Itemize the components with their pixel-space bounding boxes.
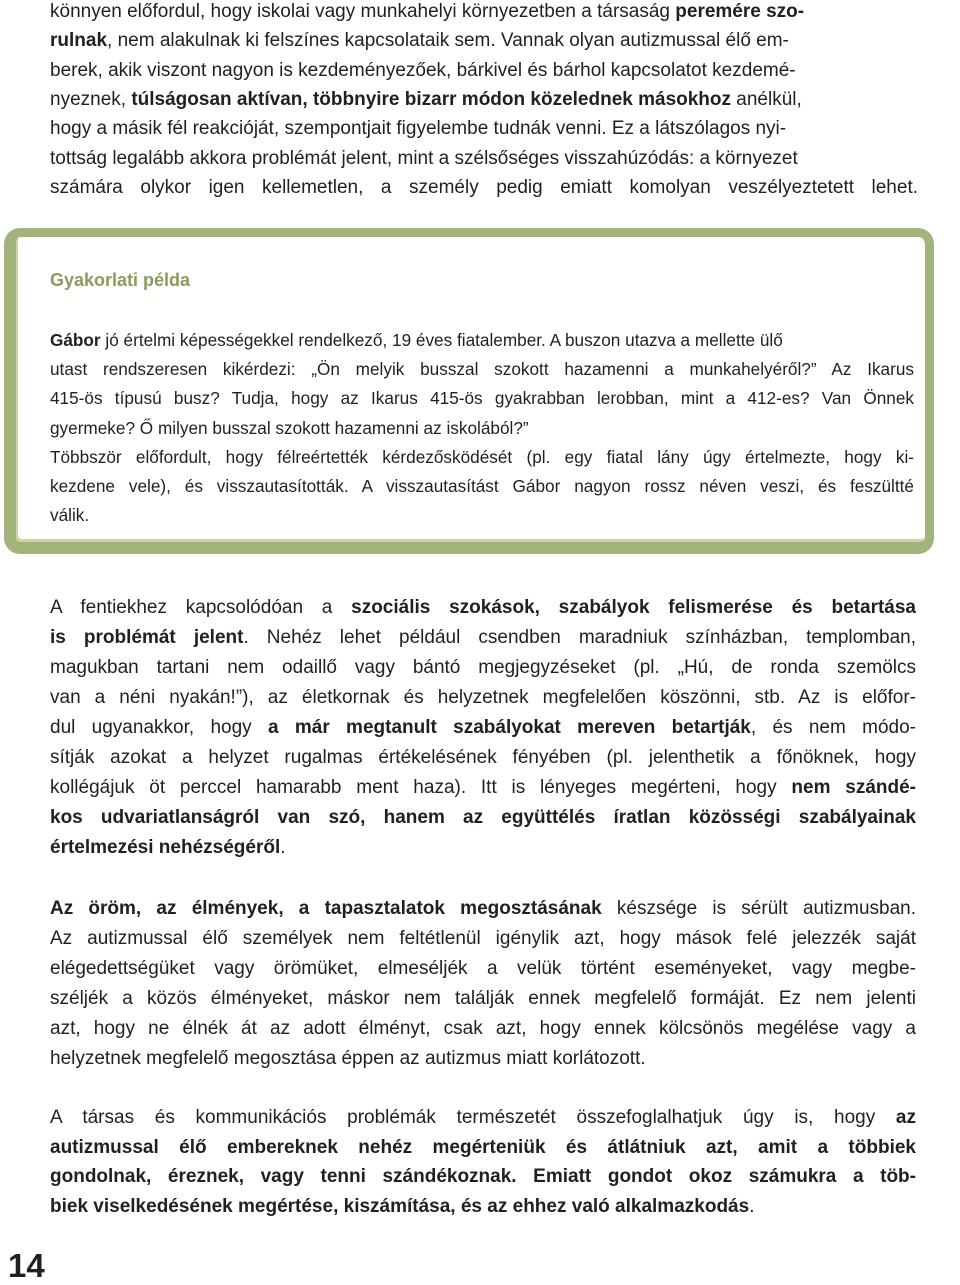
text-run: Többször előfordult, hogy félreértették kérdezősködését (pl. egy fiatal lány úgy értelmezte, hogy ki- — [50, 446, 914, 467]
text-run: . Nehéz lehet például csendben maradniuk színházban, templomban, — [243, 627, 916, 648]
text-run: elégedettségüket vagy örömüket, elmeséljék a velük történt eseményeket, vagy megbe- — [50, 958, 916, 979]
text-run: , és nem módo- — [750, 717, 916, 738]
text-line — [50, 358, 914, 380]
text-run: válik. — [50, 505, 90, 526]
text-line — [50, 746, 916, 770]
text-run: A fentiekhez kapcsolódóan a — [50, 597, 352, 618]
bold-text-run: nem szándé- — [791, 777, 916, 798]
text-run: . — [749, 1196, 755, 1218]
text-run: hogy a másik fél reakcióját, szempontjait figyelembe tudnák venni. Ez a látszólagos nyi- — [50, 118, 787, 140]
text-line — [50, 29, 918, 53]
text-line — [50, 475, 914, 497]
text-run: van a néni nyakán!”), az életkornak és helyzetnek megfelelően köszönni, stb. Az is előfor- — [50, 687, 916, 708]
text-line — [50, 927, 916, 951]
bold-text-run: biek viselkedésének megértése, kiszámítása, és az ehhez való alkalmazkodás — [50, 1196, 750, 1218]
text-line — [50, 1165, 916, 1189]
text-run: . — [280, 837, 286, 858]
bold-text-run: Az öröm, az élmények, a tapasztalatok megosztásának — [50, 898, 602, 919]
text-run: nyeznek, — [50, 88, 132, 110]
text-run: jó értelmi képességekkel rendelkező, 19 éves fiatalember. A buszon utazva a mellette ülő — [100, 330, 783, 350]
bold-text-run: is problémát jelent — [50, 627, 244, 648]
page-number: 14 — [8, 1247, 45, 1284]
text-run: tottság legalább akkora problémát jelent, mint a szélsőséges visszahúzódás: a környezet — [50, 147, 798, 169]
text-line — [50, 897, 916, 921]
text-line — [50, 88, 918, 112]
text-line — [50, 504, 914, 526]
text-line — [50, 1047, 916, 1071]
text-line — [50, 329, 914, 351]
bold-text-run: értelmezési nehézségéről — [50, 837, 281, 858]
text-run: helyzetnek megfelelő megosztása éppen az autizmus miatt korlátozott. — [50, 1048, 646, 1069]
text-run: utast rendszeresen kikérdezi: „Ön melyik busszal szokott hazamenni a munkahelyéről?” Az Ikarus — [50, 359, 914, 380]
text-line — [50, 716, 916, 740]
text-run: berek, akik viszont nagyon is kezdeményezőek, bárkivel és bárhol kapcsolatot kezdemé- — [50, 59, 796, 81]
text-run: sítják azokat a helyzet rugalmas értékelésének fényében (pl. jelenthetik a főnöknek, hogy — [50, 747, 916, 768]
text-run: készsége is sérült autizmusban. — [601, 898, 916, 919]
text-line — [50, 656, 916, 680]
text-run: azt, hogy ne élnék át az adott élményt, csak azt, hogy ennek kölcsönös megélése vagy a — [50, 1018, 916, 1039]
bold-text-run: autizmussal élő embereknek nehéz megérteniük és átlátniuk azt, amit a többiek — [50, 1136, 916, 1158]
text-run: magukban tartani nem odaillő vagy bántó megjegyzéseket (pl. „Hú, de ronda szemölcs — [50, 657, 916, 678]
text-line — [50, 176, 918, 200]
text-run: széljék a közös élményeket, máskor nem találják ennek megfelelő formáját. Ez nem jelenti — [50, 988, 916, 1009]
text-line — [50, 806, 916, 830]
text-line — [50, 987, 916, 1011]
bold-text-run: a már megtanult szabályokat mereven betartják — [267, 717, 751, 738]
bold-text-run: kos udvariatlanságról van szó, hanem az együttélés íratlan közösségi szabályainak — [50, 807, 916, 828]
text-line — [50, 59, 918, 83]
text-run: kezdene vele), és visszautasították. A visszautasítást Gábor nagyon rossz néven veszi, és feszültté — [50, 476, 914, 496]
text-run: gyermeke? Ő milyen busszal szokott hazamenni az iskolából?” — [50, 417, 529, 438]
text-line — [50, 596, 916, 620]
bold-text-run: túlságosan aktívan, többnyire bizarr módon közelednek másokhoz — [131, 88, 732, 110]
text-run: A társas és kommunikációs problémák természetét összefoglalhatjuk úgy is, hogy — [50, 1107, 896, 1128]
text-run: dul ugyanakkor, hogy — [50, 717, 268, 738]
practical-example-title: Gyakorlati példa — [50, 270, 191, 290]
text-line — [50, 626, 916, 650]
bold-text-run: Gábor — [50, 330, 101, 350]
text-line — [50, 387, 914, 409]
text-run: könnyen előfordul, hogy iskolai vagy munkahelyi környezetben a társaság — [50, 1, 676, 22]
text-run: , nem alakulnak ki felszínes kapcsolataik sem. Vannak olyan autizmussal élő em- — [107, 30, 789, 52]
text-line — [50, 1017, 916, 1041]
text-run: Az autizmussal élő személyek nem feltétlenül igénylik azt, hogy mások felé jelezzék saját — [50, 928, 916, 949]
text-line — [50, 776, 916, 800]
text-line — [50, 417, 914, 439]
text-run: 415-ös típusú busz? Tudja, hogy az Ikarus 415-ös gyakrabban lerobban, mint a 412-es? Van Önnek — [50, 388, 914, 409]
text-line — [50, 0, 918, 24]
bold-text-run: szociális szokások, szabályok felismerése és betartása — [351, 597, 916, 618]
text-line — [50, 1136, 916, 1160]
bold-text-run: az — [895, 1107, 916, 1128]
text-line — [50, 147, 918, 171]
text-line — [50, 1195, 916, 1219]
text-line — [50, 117, 918, 141]
bold-text-run: gondolnak, éreznek, vagy tenni szándékoznak. Emiatt gondot okoz számukra a töb- — [50, 1166, 916, 1188]
bold-text-run: rulnak — [50, 30, 108, 52]
text-run: anélkül, — [731, 88, 802, 110]
text-line — [50, 957, 916, 981]
text-run: kollégájuk öt perccel hamarabb ment haza). Itt is lényeges megérteni, hogy — [50, 777, 792, 798]
text-line — [50, 836, 916, 860]
text-line — [50, 686, 916, 710]
text-line — [50, 1106, 916, 1130]
text-run: számára olykor igen kellemetlen, a személy pedig emiatt komolyan veszélyeztetett lehet. — [50, 176, 918, 198]
text-line — [50, 446, 914, 468]
bold-text-run: peremére szo- — [675, 1, 805, 22]
